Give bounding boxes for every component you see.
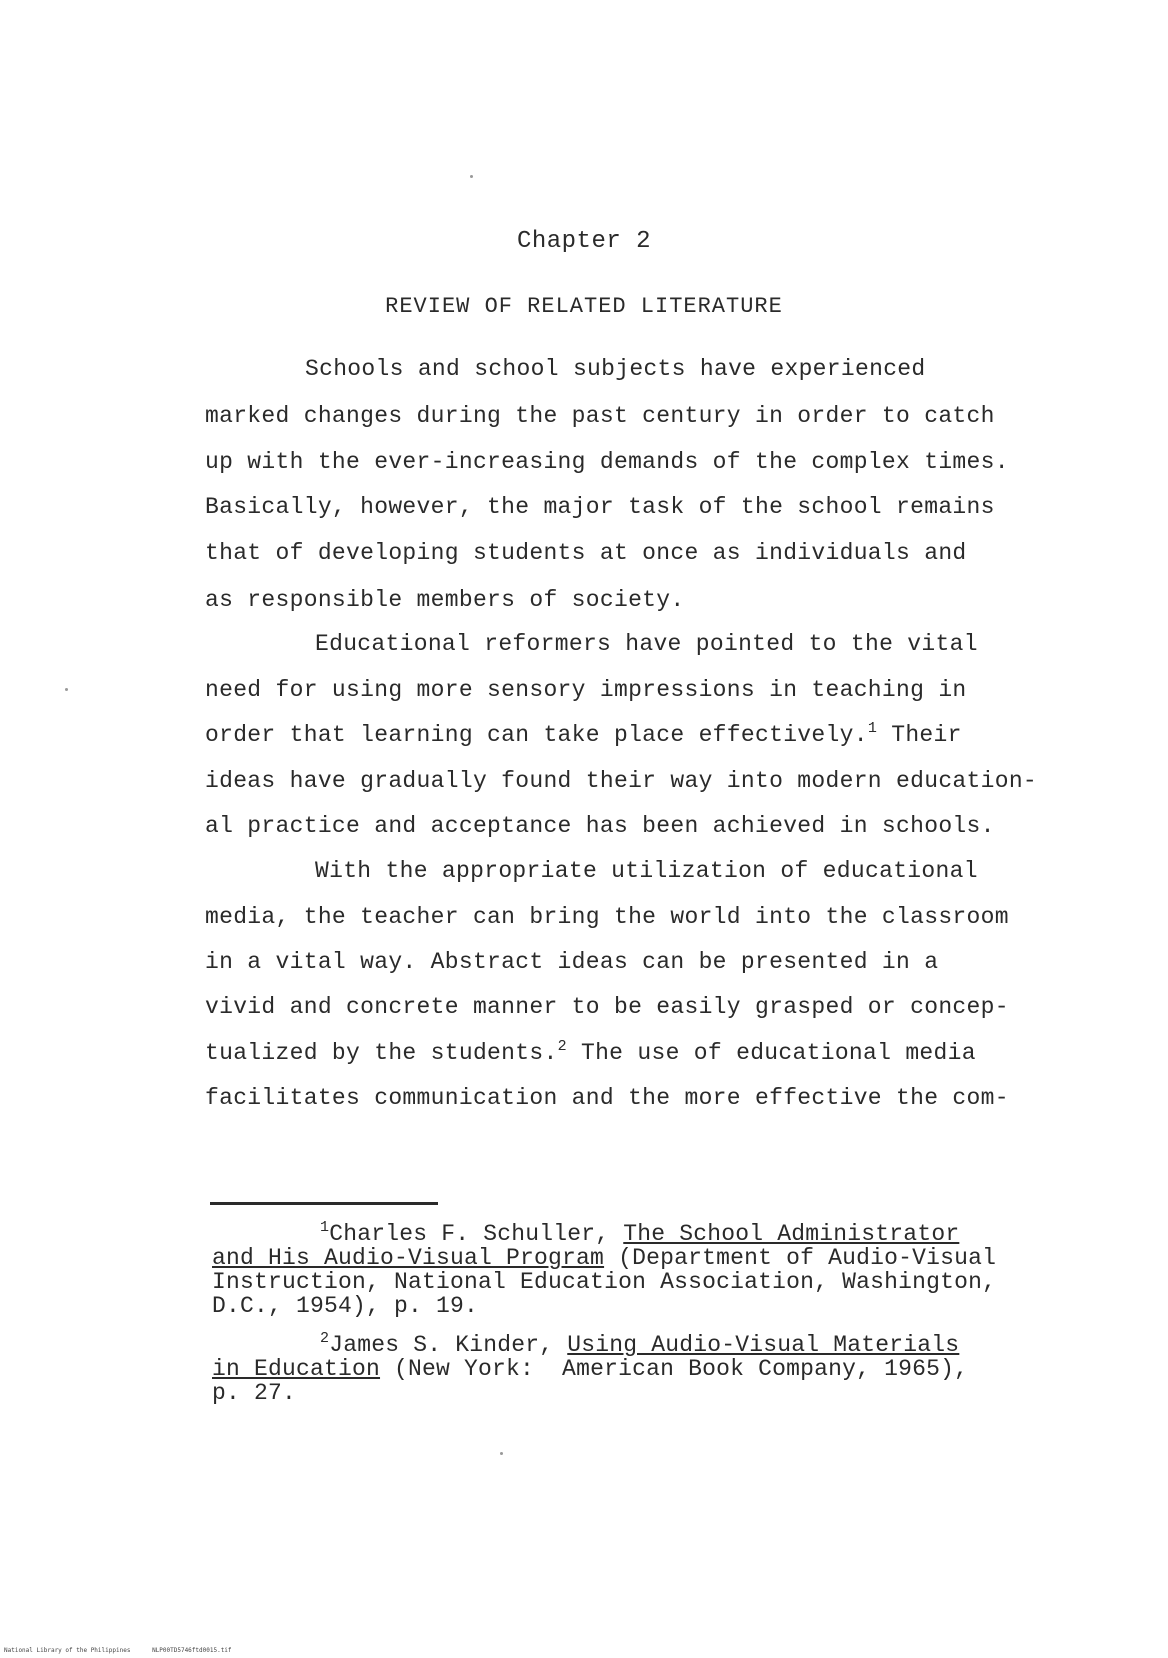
body-text: tualized by the students. bbox=[205, 1040, 558, 1066]
footnote-marker: 2 bbox=[320, 1330, 330, 1347]
body-line: Basically, however, the major task of the school remains bbox=[205, 494, 995, 520]
body-line: up with the ever-increasing demands of the complex times. bbox=[205, 449, 1009, 475]
footnote-1 bbox=[320, 1219, 960, 1247]
chapter-heading: Chapter 2 bbox=[516, 228, 652, 255]
footnote-publisher: (Department of Audio-Visual bbox=[604, 1245, 997, 1271]
footnote-ref: 2 bbox=[557, 1038, 567, 1055]
body-line-with-ref bbox=[205, 1040, 976, 1066]
footer-filename: NLP00TD5746ftd0015.tif bbox=[152, 1647, 232, 1654]
footnote-2-line2 bbox=[212, 1357, 968, 1381]
body-line: facilitates communication and the more effective the com- bbox=[205, 1085, 1009, 1111]
body-line: need for using more sensory impressions in teaching in bbox=[205, 677, 967, 703]
footnote-1-line2 bbox=[212, 1246, 996, 1270]
footnote-marker: 1 bbox=[320, 1219, 330, 1236]
body-line: vivid and concrete manner to be easily grasped or concep- bbox=[205, 994, 1009, 1020]
footnote-book-title: and His Audio-Visual Program bbox=[212, 1245, 605, 1271]
body-text: Their bbox=[877, 722, 962, 748]
body-line: marked changes during the past century in order to catch bbox=[205, 403, 995, 429]
footnote-2 bbox=[320, 1330, 960, 1358]
body-text: order that learning can take place effectively. bbox=[205, 722, 868, 748]
body-line: With the appropriate utilization of educational bbox=[315, 858, 978, 884]
footnote-1-line4: D.C., 1954), p. 19. bbox=[212, 1293, 479, 1319]
footnote-1-line3: Instruction, National Education Association, Washington, bbox=[212, 1269, 997, 1295]
scan-footer bbox=[4, 1647, 250, 1654]
footnote-publisher: (New York: American Book Company, 1965), bbox=[380, 1356, 969, 1382]
footnote-book-title: Using Audio-Visual Materials bbox=[567, 1332, 960, 1358]
footnote-2-line3: p. 27. bbox=[212, 1380, 297, 1406]
body-line: ideas have gradually found their way into modern education- bbox=[205, 768, 1038, 794]
body-line: that of developing students at once as individuals and bbox=[205, 540, 967, 566]
body-line: media, the teacher can bring the world into the classroom bbox=[205, 904, 1009, 930]
body-line: Educational reformers have pointed to the vital bbox=[315, 631, 978, 657]
footnote-divider bbox=[210, 1202, 438, 1205]
footnote-author: Charles F. Schuller, bbox=[329, 1221, 624, 1247]
body-line: in a vital way. Abstract ideas can be presented in a bbox=[205, 949, 939, 975]
body-line: al practice and acceptance has been achieved in schools. bbox=[205, 813, 995, 839]
body-line: Schools and school subjects have experienced bbox=[305, 356, 926, 382]
footnote-book-title: in Education bbox=[212, 1356, 381, 1382]
footer-library: National Library of the Philippines bbox=[4, 1647, 131, 1654]
scan-speck bbox=[65, 688, 68, 691]
scan-speck bbox=[470, 175, 473, 178]
footnote-ref: 1 bbox=[867, 720, 878, 737]
body-line-with-ref bbox=[205, 722, 962, 748]
footnote-book-title: The School Administrator bbox=[623, 1221, 960, 1247]
body-line: as responsible members of society. bbox=[205, 587, 685, 613]
body-text: The use of educational media bbox=[566, 1040, 976, 1066]
footnote-author: James S. Kinder, bbox=[329, 1332, 568, 1358]
section-title: REVIEW OF RELATED LITERATURE bbox=[385, 294, 783, 319]
scan-speck bbox=[500, 1452, 503, 1455]
